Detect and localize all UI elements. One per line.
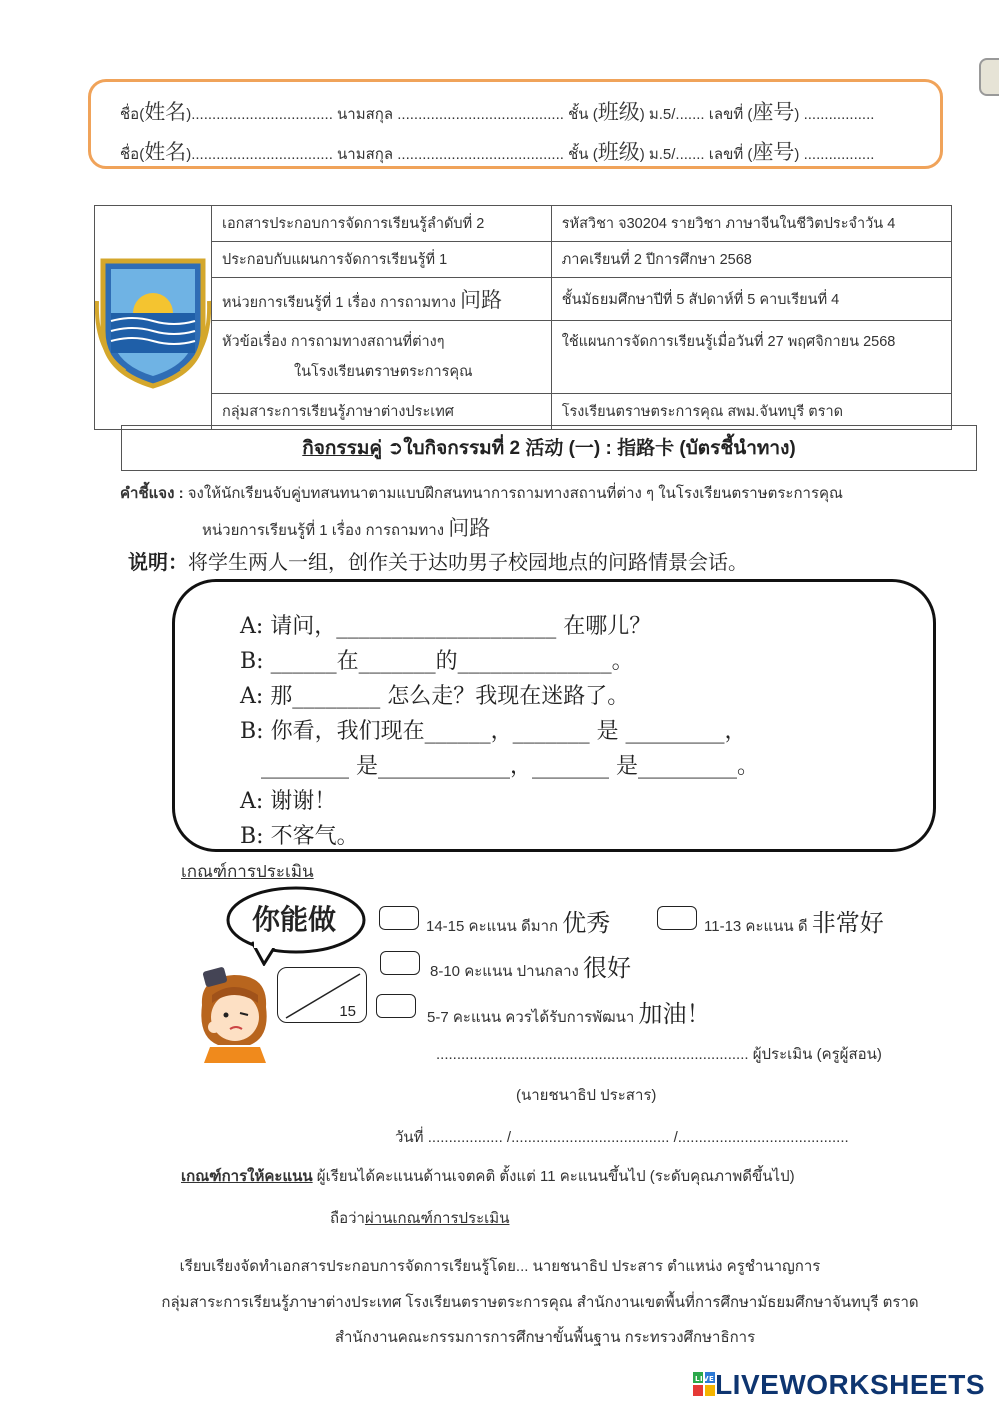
scoring-criteria: เกณฑ์การให้คะแนน ผู้เรียนได้คะแนนด้านเจตคติ ตั้งแต่ 11 คะแนนขึ้นไป (ระดับคุณภาพดีขึ้นไป) [181,1168,795,1185]
evaluator-signature-line: ........................................................................... ผู้ประเมิน (ครูผู้สอน) [436,1046,882,1063]
dialogue-line: ________ 是____________，_______ 是_________。 [240,754,759,779]
criteria-good: 11-13 คะแนน ดี 非常好 [704,910,884,937]
footer-line-3: สำนักงานคณะกรรมการการศึกษาขั้นพื้นฐาน กระทรวงศึกษาธิการ [334,1329,756,1346]
table-cell: หัวข้อเรื่อง การถามทางสถานที่ต่างๆ ในโรงเรียนตราษตระการคุณ [212,321,552,394]
dialogue-line: A: 那________ 怎么走？我现在迷路了。 [240,684,630,709]
scoring-pass-line: ถือว่าผ่านเกณฑ์การประเมิน [330,1210,510,1227]
dialogue-line: A: 谢谢！ [240,789,337,814]
score-box[interactable] [277,967,367,1023]
mark-letters: LIVE [695,1375,715,1383]
student-name-line-1: ชื่อ(姓名).................................. นามสกุล ........................................ ชั้น (班级) ม.5/....... เลขที่ (座号) ................. [120,101,875,124]
instructions-line-2: หน่วยการเรียนรู้ที่ 1 เรื่อง การถามทาง 问路 [202,517,491,540]
criteria-checkbox-excellent[interactable] [379,906,419,930]
liveworksheets-mark-icon [693,1372,715,1396]
score-total: 15 [339,1003,356,1020]
evaluator-name: (นายชนาธิป ประสาร) [516,1087,657,1104]
criteria-checkbox-good[interactable] [657,906,697,930]
student-name-line-2: ชื่อ(姓名).................................. นามสกุล ........................................ ชั้น (班级) ม.5/....... เลขที่ (座号) ................. [120,141,875,164]
table-cell: รหัสวิชา จ30204 รายวิชา ภาษาจีนในชีวิตประจำวัน 4 [551,206,951,242]
instructions-line-1: คำชี้แจง : จงให้นักเรียนจับคู่บทสนทนาตามแบบฝึกสนทนาการถามทางสถานที่ต่าง ๆ ในโรงเรียนตราษตระการคุณ [120,485,843,502]
dialogue-line: B: 不客气。 [240,824,359,849]
footer-line-1: เรียบเรียงจัดทำเอกสารประกอบการจัดการเรียนรู้โดย... นายชนาธิป ประสาร ตำแหน่ง ครูชำนาญการ [179,1258,821,1275]
dialogue-line: B: ______在_______的______________。 [240,649,634,674]
school-emblem-icon [95,241,211,391]
cartoon-girl-icon [190,965,280,1063]
dialogue-line: B: 你看，我们现在______，_______ 是 _________， [240,719,747,744]
table-cell: ใช้แผนการจัดการเรียนรู้เมื่อวันที่ 27 พฤศจิกายน 2568 [551,321,951,394]
criteria-checkbox-fair[interactable] [380,951,420,975]
evaluation-date: วันที่ .................. /...................................... /......................................... [395,1129,849,1146]
page-side-tab[interactable] [979,58,999,96]
table-cell: ประกอบกับแผนการจัดการเรียนรู้ที่ 1 [212,242,552,278]
table-cell: หน่วยการเรียนรู้ที่ 1 เรื่อง การถามทาง 问路 [212,278,552,321]
chinese-instructions: 说明：将学生两人一组，创作关于达叻男子校园地点的问路情景会话。 [128,550,748,574]
table-cell: ชั้นมัธยมศึกษาปีที่ 5 สัปดาห์ที่ 5 คาบเรียนที่ 4 [551,278,951,321]
criteria-improve: 5-7 คะแนน ควรได้รับการพัฒนา 加油！ [427,1001,711,1028]
arrow-right-icon: ➲ [387,437,404,459]
dialogue-line: A: 请问，____________________ 在哪儿？ [240,614,652,639]
criteria-fair: 8-10 คะแนน ปานกลาง 很好 [430,955,632,982]
table-cell: เอกสารประกอบการจัดการเรียนรู้ลำดับที่ 2 [212,206,552,242]
table-cell: ภาคเรียนที่ 2 ปีการศึกษา 2568 [551,242,951,278]
table-cell: โรงเรียนตราษตระการคุณ สพม.จันทบุรี ตราด [551,394,951,430]
liveworksheets-logo[interactable]: LIVE LIVEWORKSHEETS [695,1369,985,1400]
criteria-checkbox-improve[interactable] [376,994,416,1018]
table-cell: กลุ่มสาระการเรียนรู้ภาษาต่างประเทศ [212,394,552,430]
lesson-info-table [94,205,952,430]
bubble-text: 你能做 [252,903,337,936]
footer-line-2: กลุ่มสาระการเรียนรู้ภาษาต่างประเทศ โรงเรียนตราษตระการคุณ สำนักงานเขตพื้นที่การศึกษามัธยมศึกษาจันทบุรี ตราด [161,1294,919,1311]
activity-title: กิจกรรมคู่ ➲ ใบกิจกรรมที่ 2 活动 (一) : 指路卡 (บัตรชี้นำทาง) [121,425,977,471]
criteria-excellent: 14-15 คะแนน ดีมาก 优秀 [426,910,611,937]
school-logo-cell [95,206,212,430]
assessment-heading: เกณฑ์การประเมิน [181,862,314,881]
